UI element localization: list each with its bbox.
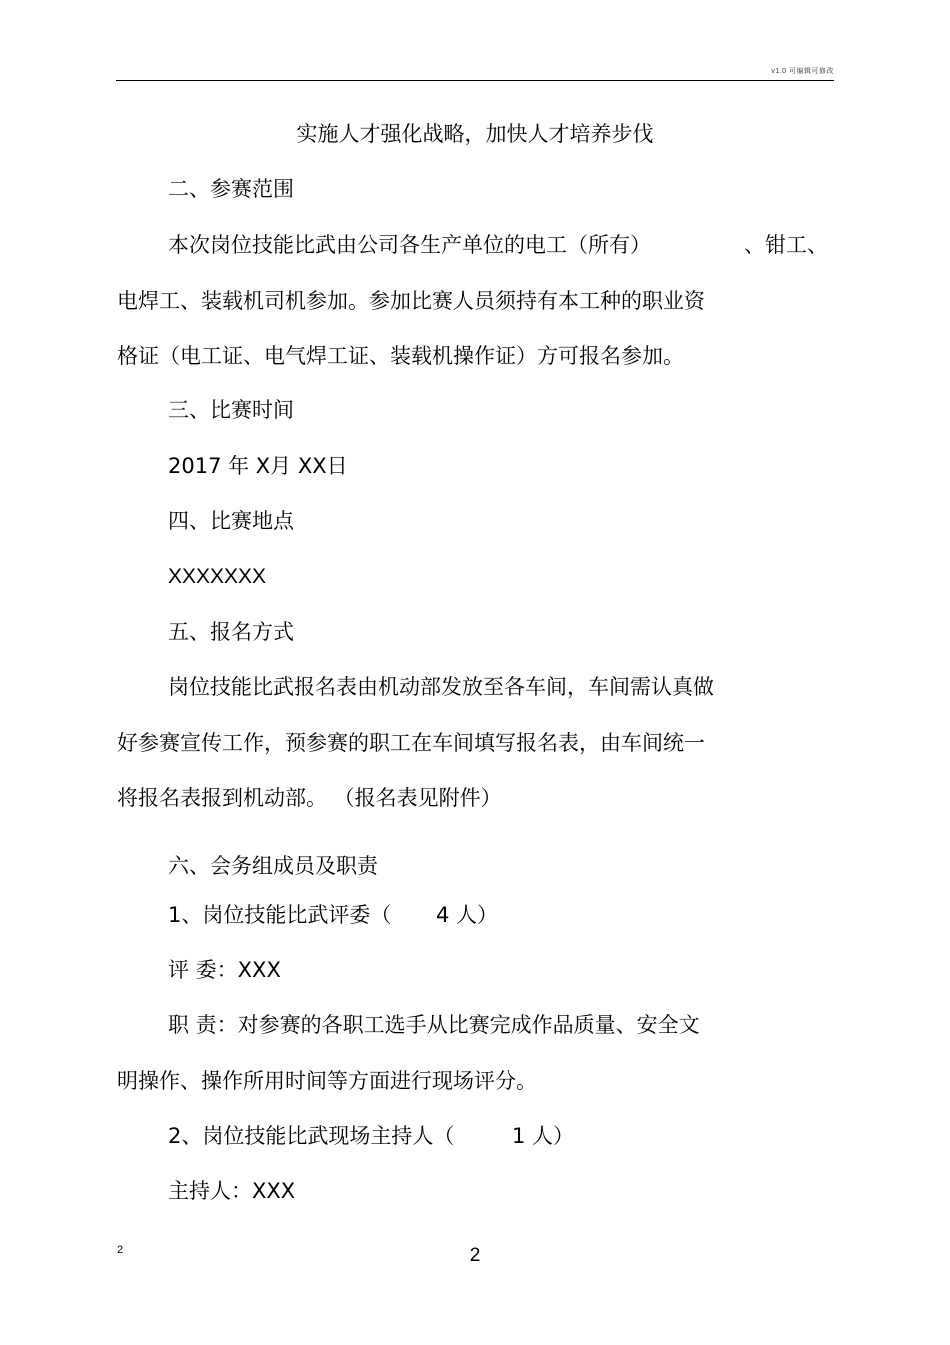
list-item-host-count: 1 人）	[512, 1124, 575, 1148]
paragraph-line: 格证（电工证、电气焊工证、装载机操作证）方可报名参加。	[117, 344, 684, 368]
document-title: 实施人才强化战略，加快人才培养步伐	[296, 122, 654, 146]
host-value: 主持人：XXX	[168, 1179, 296, 1203]
paragraph-line: 、钳工、	[744, 233, 828, 257]
paragraph-line: 本次岗位技能比武由公司各生产单位的电工（所有）	[168, 233, 651, 257]
page-number: 2	[469, 1245, 481, 1266]
paragraph-line: 职 责：对参赛的各职工选手从比赛完成作品质量、安全文	[168, 1013, 700, 1037]
paragraph-line: 岗位技能比武报名表由机动部发放至各车间，车间需认真做	[168, 675, 714, 699]
list-item-host: 2、岗位技能比武现场主持人（	[168, 1124, 455, 1148]
list-item-judges: 1、岗位技能比武评委（	[168, 903, 392, 927]
date-line: 2017 年 X月 XX日	[168, 454, 348, 478]
location-value: XXXXXXX	[168, 565, 267, 588]
header-rule	[116, 80, 834, 81]
paragraph-line: 明操作、操作所用时间等方面进行现场评分。	[117, 1069, 537, 1093]
section-heading-time: 三、比赛时间	[168, 398, 294, 422]
list-item-judges-count: 4 人）	[436, 903, 499, 927]
paragraph-line: 将报名表报到机动部。 （报名表见附件）	[117, 786, 502, 810]
judges-value: 评 委：XXX	[168, 958, 281, 982]
page-number-small: 2	[117, 1244, 124, 1256]
section-heading-registration: 五、报名方式	[168, 620, 294, 644]
paragraph-line: 电焊工、装载机司机参加。参加比赛人员须持有本工种的职业资	[117, 289, 705, 313]
section-heading-location: 四、比赛地点	[168, 509, 294, 533]
section-heading-staff: 六、会务组成员及职责	[168, 854, 378, 878]
section-heading-scope: 二、参赛范围	[168, 177, 294, 201]
version-label: v1.0 可编辑可修改	[771, 68, 834, 75]
paragraph-line: 好参赛宣传工作，预参赛的职工在车间填写报名表，由车间统一	[117, 731, 705, 755]
